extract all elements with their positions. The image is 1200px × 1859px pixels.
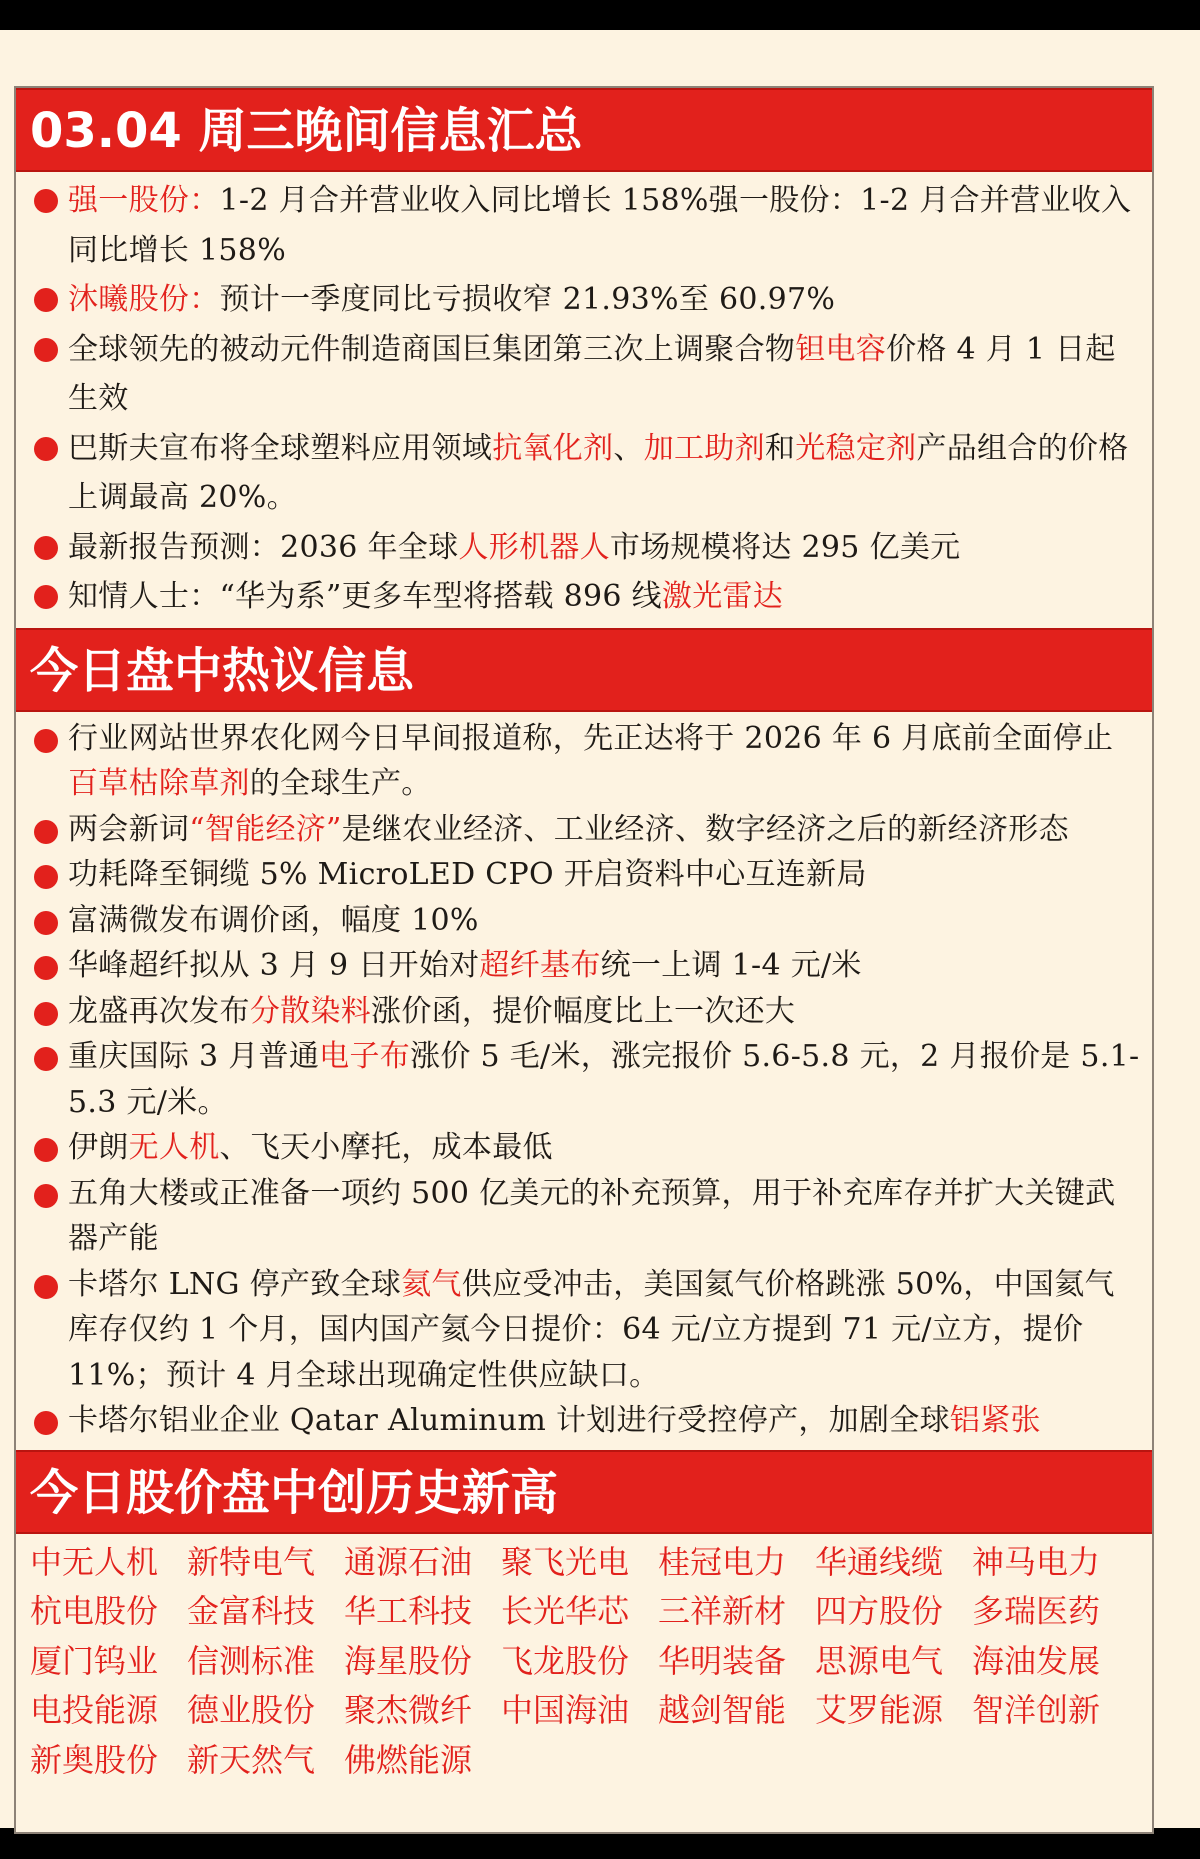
bullet-dot-icon	[34, 820, 58, 844]
bullet-dot-icon	[34, 338, 58, 362]
stock-name: 智洋创新	[972, 1691, 1101, 1729]
news-text: 华峰超纤拟从 3 月 9 日开始对	[68, 948, 480, 983]
news-text: 1-2 月合并营业收入同比增长 158%强一股份：1-2 月合并营业收入同比增长 158%	[68, 183, 1132, 268]
highlight-keyword: 激光雷达	[661, 579, 784, 614]
bullet-dot-icon	[34, 1002, 58, 1026]
news-text: 富满微发布调价函，幅度 10%	[68, 902, 479, 938]
stock-name: 中无人机	[30, 1542, 159, 1581]
stock-name: 思源电气	[815, 1641, 944, 1680]
news-text: 预计一季度同比亏损收窄 21.93%至 60.97%	[219, 282, 836, 317]
stock-name: 神马电力	[972, 1542, 1101, 1581]
news-text: 统一上调 1-4 元/米	[600, 948, 862, 983]
highlight-keyword: 加工助剂	[643, 430, 765, 466]
news-item	[28, 523, 1140, 573]
bullet-dot-icon	[34, 189, 58, 213]
stock-name: 信测标准	[187, 1641, 316, 1680]
stock-name: 飞龙股份	[501, 1641, 630, 1680]
section-header-intraday-topics: 今日盘中热议信息	[16, 628, 1152, 712]
stock-name: 通源石油	[344, 1542, 473, 1581]
bullet-dot-icon	[34, 1047, 58, 1071]
news-text: 最新报告预测：2036 年全球	[68, 529, 459, 565]
stock-name: 新奥股份	[30, 1740, 159, 1779]
news-text: 和	[764, 430, 796, 466]
news-text: 、	[613, 430, 644, 466]
highlight-keyword: 沐曦股份：	[68, 282, 220, 317]
news-item	[28, 1125, 1140, 1171]
news-text: 行业网站世界农化网今日早间报道称，先正达将于 2026 年 6 月底前全面停止	[68, 720, 1114, 756]
stock-name: 金富科技	[187, 1592, 316, 1630]
highlight-keyword: 氦气	[401, 1266, 462, 1302]
highlight-keyword: 超纤基布	[479, 948, 601, 983]
news-item	[28, 572, 1140, 622]
page-background	[0, 30, 1200, 1828]
news-item	[28, 807, 1140, 853]
highlight-keyword: 铝紧张	[949, 1403, 1041, 1438]
stock-name: 越剑智能	[658, 1691, 787, 1729]
stock-name: 三祥新材	[658, 1592, 787, 1630]
bullet-dot-icon	[34, 1138, 58, 1162]
news-text: 两会新词	[68, 811, 190, 847]
bullet-dot-icon	[34, 865, 58, 889]
news-text: 市场规模将达 295 亿美元	[609, 529, 961, 565]
stock-name: 厦门钨业	[30, 1641, 159, 1680]
news-item	[28, 898, 1140, 944]
news-text: 涨价 5 毛/米，涨完报价 5.6-5.8 元，2 月报价是 5.1-5.3 元/米。	[68, 1039, 1140, 1120]
stock-name: 华工科技	[344, 1592, 473, 1630]
bullet-dot-icon	[34, 437, 58, 461]
stock-name: 聚飞光电	[501, 1542, 630, 1581]
news-text: 巴斯夫宣布将全球塑料应用领域	[68, 430, 493, 466]
stock-name: 长光华芯	[501, 1592, 630, 1630]
section-header-evening-summary: 03.04 周三晚间信息汇总	[16, 88, 1152, 172]
news-text: 知情人士：“华为系”更多车型将搭载 896 线	[68, 579, 662, 614]
news-text: 是继农业经济、工业经济、数字经济之后的新经济形态	[341, 811, 1069, 847]
stock-name: 德业股份	[187, 1691, 316, 1729]
news-text: 五角大楼或正准备一项约 500 亿美元的补充预算，用于补充库存并扩大关键武器产能	[68, 1175, 1116, 1256]
news-text: 产品组合的价格上调最高 20%。	[68, 430, 1129, 515]
news-text: 卡塔尔铝业企业 Qatar Aluminum 计划进行受控停产，加剧全球	[68, 1403, 950, 1438]
highlight-keyword: 无人机	[128, 1130, 220, 1165]
stock-name: 四方股份	[815, 1592, 944, 1630]
bullet-dot-icon	[34, 1184, 58, 1208]
news-text: 龙盛再次发布	[68, 993, 250, 1029]
bullet-dot-icon	[34, 911, 58, 935]
news-item	[28, 716, 1140, 807]
stock-name: 海星股份	[344, 1641, 473, 1680]
stock-name: 电投能源	[30, 1691, 159, 1729]
intraday-news-list	[16, 712, 1152, 1450]
news-summary-panel	[14, 86, 1154, 1834]
stock-name: 佛燃能源	[344, 1740, 473, 1779]
news-item	[28, 325, 1140, 424]
news-text: 全球领先的被动元件制造商国巨集团第三次上调聚合物	[68, 331, 796, 367]
news-item	[28, 989, 1140, 1035]
stock-name: 海油发展	[972, 1641, 1101, 1680]
news-text: 的全球生产。	[249, 766, 432, 801]
news-item	[28, 275, 1140, 325]
stock-name: 中国海油	[501, 1691, 630, 1729]
highlight-keyword: 人形机器人	[458, 529, 610, 565]
news-text: 涨价函，提价幅度比上一次还大	[371, 993, 796, 1029]
news-item	[28, 852, 1140, 898]
highlight-keyword: 钽电容	[795, 331, 887, 367]
news-item	[28, 1398, 1140, 1444]
bullet-dot-icon	[34, 729, 58, 753]
news-text: 价格 4 月 1 日起生效	[68, 331, 1116, 416]
stock-name: 华通线缆	[815, 1542, 944, 1581]
news-text: 卡塔尔 LNG 停产致全球	[68, 1266, 402, 1302]
bullet-dot-icon	[34, 1411, 58, 1435]
section-header-record-highs: 今日股价盘中创历史新高	[16, 1450, 1152, 1534]
stock-name: 多瑞医药	[972, 1592, 1101, 1630]
news-text: 供应受冲击，美国氦气价格跳涨 50%，中国氦气库存仅约 1 个月，国内国产氦今日提价：64 元/立方提到 71 元/立方，提价 11%；预计 4 月全球出现确定性供应缺口。	[68, 1266, 1115, 1393]
highlight-keyword: 抗氧化剂	[492, 430, 614, 466]
news-item	[28, 943, 1140, 989]
evening-news-list	[16, 172, 1152, 628]
news-item	[28, 176, 1140, 275]
news-text: 伊朗	[68, 1130, 129, 1165]
bullet-dot-icon	[34, 1275, 58, 1299]
stock-name: 杭电股份	[30, 1592, 159, 1630]
news-item	[28, 424, 1140, 523]
stock-name: 华明装备	[658, 1641, 787, 1680]
news-text: 重庆国际 3 月普通	[68, 1039, 320, 1074]
stock-name: 新特电气	[187, 1542, 316, 1581]
highlight-keyword: 分散染料	[249, 993, 372, 1029]
highlight-keyword: 强一股份：	[68, 183, 220, 218]
bullet-dot-icon	[34, 536, 58, 560]
news-item	[28, 1171, 1140, 1262]
stock-name: 聚杰微纤	[344, 1691, 473, 1729]
news-text: 功耗降至铜缆 5% MicroLED CPO 开启资料中心互连新局	[68, 857, 867, 892]
record-high-stock-grid	[16, 1534, 1152, 1786]
stock-name: 新天然气	[187, 1740, 316, 1779]
highlight-keyword: 光稳定剂	[795, 430, 917, 466]
highlight-keyword: 电子布	[319, 1039, 411, 1074]
bullet-dot-icon	[34, 288, 58, 312]
news-item	[28, 1262, 1140, 1399]
stock-name: 桂冠电力	[658, 1542, 787, 1581]
bullet-dot-icon	[34, 956, 58, 980]
news-item	[28, 1034, 1140, 1125]
stock-name: 艾罗能源	[815, 1691, 944, 1729]
bullet-dot-icon	[34, 585, 58, 609]
highlight-keyword: “智能经济”	[189, 811, 342, 847]
highlight-keyword: 百草枯除草剂	[68, 766, 250, 801]
news-text: 、飞天小摩托，成本最低	[219, 1130, 553, 1165]
